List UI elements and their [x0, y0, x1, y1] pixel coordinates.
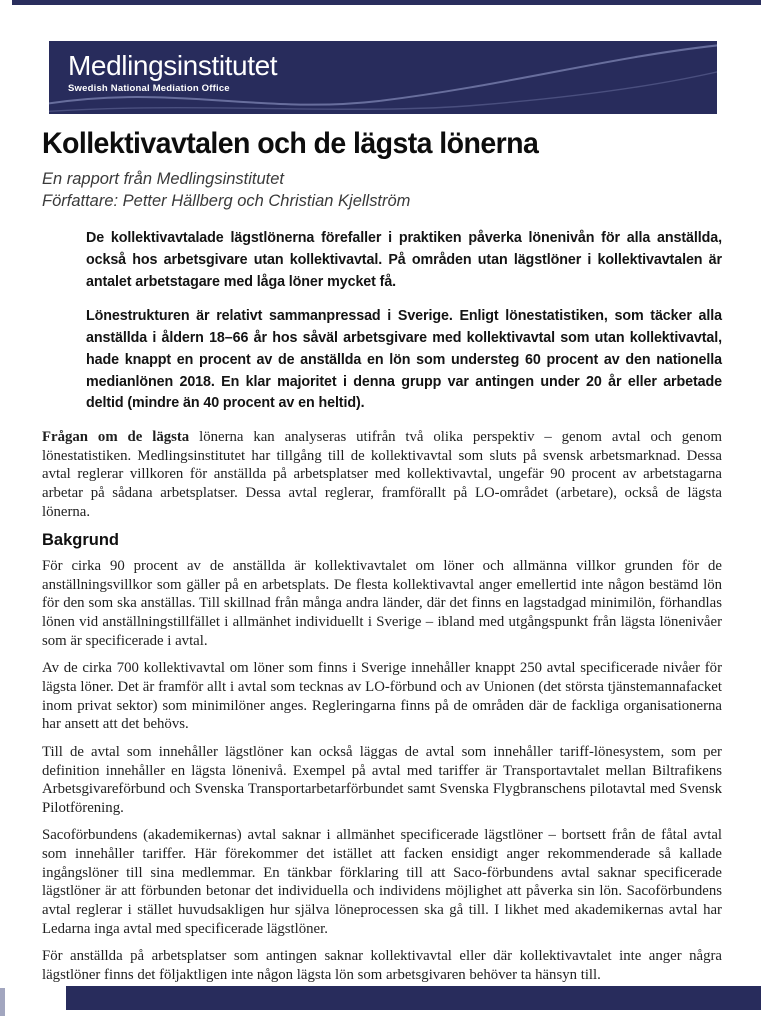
section-heading-bakgrund: Bakgrund [42, 531, 120, 550]
report-subtitle-line1: En rapport från Medlingsinstitutet [42, 169, 284, 188]
body-text [42, 428, 722, 985]
page-top-edge-strip [12, 0, 761, 5]
logo-subtitle: Swedish National Mediation Office [68, 83, 230, 95]
background-paragraph-4: Sacoförbundens (akademikernas) avtal saknar i allmänhet specificerade lägstlöner – bortsett från de fåtal avtal som innehåller tariffer. Här förekommer det istället att facken ensidigt anger rekommenderade så kallade ingångslöner till sina medlemmar. En tänkbar förklaring till att Saco-förbundens avtal saknar specificerade lägstlöner är att förbunden betonar det individuella och individens möjlighet att påverka sin lön. Sacoförbundens avtal reglerar i stället huvudsakligen hur själva löneprocessen ska gå till. I likhet med akademikernas avtal har Ledarna inga avtal med specificerade lägstlöner. [42, 827, 722, 937]
background-paragraph-3: Till de avtal som innehåller lägstlöner kan också läggas de avtal som innehåller tariff-lönesystem, som per definition innehåller en lägsta lönenivå. Exempel på avtal med tariffer är Transportavtalet mellan Biltrafikens Arbetsgivareförbund och Svenska Transportarbetarförbundet samt Svenska Flygbranschens pilotavtal med Svensk Pilotförening. [42, 743, 722, 816]
intro-paragraph [42, 428, 722, 521]
background-paragraph-5: För anställda på arbetsplatser som antingen saknar kollektivavtal eller där kollektivavtalet inte anger några lägstlöner finns det följaktligen inte någon lägsta lön som arbetsgivaren behöver ta hänsyn till. [42, 948, 722, 983]
report-subtitle [42, 168, 702, 212]
report-subtitle-line2: Författare: Petter Hällberg och Christian Kjellström [42, 191, 411, 211]
summary-paragraph-1: De kollektivavtalade lägstlönerna förefaller i praktiken påverka lönenivån för alla anställda, också hos arbetsgivare utan kollektivavtal. På områden utan lägstlöner i kollektivavtalen är antalet arbetstagare med låga löner mycket få. [86, 230, 722, 290]
intro-lead-bold: Frågan om de lägsta [42, 428, 190, 445]
page-title: Kollektivavtalen och de lägsta lönerna [42, 127, 539, 160]
document-body [42, 127, 722, 994]
summary-paragraph-2: Lönestrukturen är relativt sammanpressad i Sverige. Enligt lönestatistiken, som täcker alla anställda i åldern 18–66 år hos såväl arbetsgivare med kollektivavtal som utan kollektivavtal, hade knappt en procent av de anställda en lön som understeg 60 procent av den nationella medianlönen 2018. En klar majoritet i denna grupp var antingen under 20 år eller arbetade deltid (mindre än 40 procent av en heltid). [86, 308, 722, 412]
intro-rest: lönerna kan analyseras utifrån två olika perspektiv – genom avtal och genom lönestatistiken. Medlingsinstitutet har tillgång till de kollektivavtal som sluts på svensk arbetsmarknad. Dessa avtal reglerar villkoren för anställda på arbetsplatser med kollektivavtal, ungefär 90 procent av arbetstagarna arbetar på sådana arbetsplatser. Dessa avtal reglerar, framförallt på LO-området (arbetare), också de lägsta lönerna. [42, 428, 722, 520]
summary-block [86, 228, 722, 415]
medlingsinstitutet-header-banner [49, 41, 717, 114]
background-paragraph-1: För cirka 90 procent av de anställda är kollektivavtalet om löner och allmänna villkor grunden för de anställningsvillkor som gäller på en arbetsplats. De flesta kollektivavtal anger emellertid inte någon bestämd lön för den som ska anställas. Till skillnad från många andra länder, där det finns en lagstadgad minimilön, förhandlas lönen vid anställningstillfället i allmänhet individuellt i Sverige – ibland med utgångspunkt från lägsta lönenivåer som är specificerade i avtal. [42, 558, 722, 649]
page-left-edge-mark [0, 988, 5, 1016]
page-footer-bar [66, 986, 761, 1010]
logo-title: Medlingsinstitutet [68, 50, 278, 81]
logo-block [49, 41, 717, 94]
background-paragraph-2: Av de cirka 700 kollektivavtal om löner som finns i Sverige innehåller knappt 250 avtal specificerade nivåer för lägsta löner. Det är framför allt i avtal som tecknas av LO-förbund och av Unionen (det största tjänstemannafacket inom privat sektor) som minimilöner anges. Regleringarna finns på de områden där de fackliga organisationerna har ansett att det behövs. [42, 660, 722, 733]
